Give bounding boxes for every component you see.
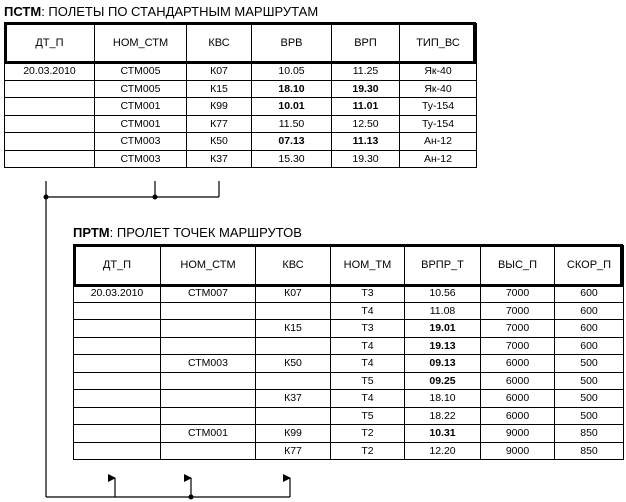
prtm-cell: К37 (256, 390, 331, 408)
pstm-column-header: ВРП (332, 24, 400, 63)
prtm-cell: 600 (555, 320, 624, 338)
prtm-cell: 18.22 (405, 407, 481, 425)
prtm-cell: 500 (555, 372, 624, 390)
prtm-cell: К07 (256, 285, 331, 303)
prtm-cell: 12.20 (405, 442, 481, 460)
pstm-title-bold: ПСТМ (4, 4, 42, 19)
pstm-cell: 11.25 (332, 63, 400, 81)
pstm-cell: 11.13 (332, 133, 400, 151)
prtm-cell: 9000 (481, 425, 555, 443)
prtm-cell: Т4 (331, 302, 405, 320)
prtm-cell: 20.03.2010 (74, 285, 161, 303)
pstm-cell: 10.01 (252, 98, 332, 116)
prtm-cell: Т5 (331, 372, 405, 390)
prtm-cell: 850 (555, 442, 624, 460)
prtm-cell: Т3 (331, 320, 405, 338)
prtm-column-header: НОМ_СТМ (161, 246, 256, 285)
pstm-cell: 07.13 (252, 133, 332, 151)
prtm-column-header: КВС (256, 246, 331, 285)
junction-dot-mid (153, 195, 158, 200)
prtm-cell: 11.08 (405, 302, 481, 320)
prtm-cell: К15 (256, 320, 331, 338)
pstm-column-header: ТИП_ВС (400, 24, 477, 63)
prtm-cell: СТМ003 (161, 355, 256, 373)
pstm-column-header: ВРВ (252, 24, 332, 63)
junction-dot-bottom-mid (189, 495, 194, 500)
pstm-cell: 19.30 (332, 150, 400, 168)
prtm-cell: Т2 (331, 425, 405, 443)
pstm-cell: 15.30 (252, 150, 332, 168)
pstm-cell: К77 (187, 115, 252, 133)
prtm-cell: Т2 (331, 442, 405, 460)
junction-dot-left (44, 195, 49, 200)
prtm-cell: 6000 (481, 390, 555, 408)
pstm-cell: СТМ003 (95, 150, 187, 168)
prtm-column-header: НОМ_ТМ (331, 246, 405, 285)
prtm-cell: 09.25 (405, 372, 481, 390)
prtm-cell: 7000 (481, 337, 555, 355)
prtm-cell: Т5 (331, 407, 405, 425)
pstm-cell: Ту-154 (400, 98, 477, 116)
prtm-cell: 10.56 (405, 285, 481, 303)
pstm-cell: К07 (187, 63, 252, 81)
prtm-cell: 19.13 (405, 337, 481, 355)
prtm-cell: 6000 (481, 407, 555, 425)
prtm-cell: К50 (256, 355, 331, 373)
pstm-cell: 10.05 (252, 63, 332, 81)
pstm-cell: СТМ005 (95, 80, 187, 98)
prtm-cell: 500 (555, 390, 624, 408)
pstm-cell: 18.10 (252, 80, 332, 98)
pstm-cell: СТМ003 (95, 133, 187, 151)
pstm-cell: 12.50 (332, 115, 400, 133)
prtm-cell: Т4 (331, 337, 405, 355)
prtm-cell: 09.13 (405, 355, 481, 373)
pstm-cell: Як-40 (400, 63, 477, 81)
pstm-cell: 19.30 (332, 80, 400, 98)
pstm-cell: 20.03.2010 (5, 63, 95, 81)
prtm-cell: К77 (256, 442, 331, 460)
pstm-cell: СТМ001 (95, 98, 187, 116)
prtm-cell: 850 (555, 425, 624, 443)
prtm-cell: 500 (555, 407, 624, 425)
prtm-cell: 600 (555, 337, 624, 355)
pstm-cell: К50 (187, 133, 252, 151)
prtm-column-header: ВРПР_Т (405, 246, 481, 285)
prtm-cell: 600 (555, 302, 624, 320)
prtm-column-header: ВЫС_П (481, 246, 555, 285)
prtm-cell: 600 (555, 285, 624, 303)
pstm-cell: Ан-12 (400, 150, 477, 168)
pstm-cell: СТМ005 (95, 63, 187, 81)
prtm-cell: Т3 (331, 285, 405, 303)
prtm-cell: 7000 (481, 320, 555, 338)
prtm-cell: 7000 (481, 285, 555, 303)
prtm-cell: 6000 (481, 355, 555, 373)
prtm-cell: 18.10 (405, 390, 481, 408)
pstm-cell: Ан-12 (400, 133, 477, 151)
pstm-column-header: НОМ_СТМ (95, 24, 187, 63)
prtm-title-rest: : ПРОЛЕТ ТОЧЕК МАРШРУТОВ (109, 225, 302, 240)
prtm-cell: 500 (555, 355, 624, 373)
pstm-title-rest: : ПОЛЕТЫ ПО СТАНДАРТНЫМ МАРШРУТАМ (41, 4, 319, 19)
prtm-column-header: СКОР_П (555, 246, 624, 285)
pstm-cell: 11.50 (252, 115, 332, 133)
prtm-cell: 10.31 (405, 425, 481, 443)
pstm-cell: Ту-154 (400, 115, 477, 133)
prtm-cell: Т4 (331, 355, 405, 373)
pstm-cell: К15 (187, 80, 252, 98)
prtm-cell: К99 (256, 425, 331, 443)
prtm-cell: 7000 (481, 302, 555, 320)
pstm-column-header: ДТ_П (5, 24, 95, 63)
pstm-cell: Як-40 (400, 80, 477, 98)
pstm-cell: СТМ001 (95, 115, 187, 133)
prtm-cell: Т4 (331, 390, 405, 408)
pstm-cell: 11.01 (332, 98, 400, 116)
pstm-column-header: КВС (187, 24, 252, 63)
prtm-title-bold: ПРТМ (73, 225, 110, 240)
pstm-cell: К99 (187, 98, 252, 116)
prtm-cell: СТМ007 (161, 285, 256, 303)
prtm-cell: 6000 (481, 372, 555, 390)
prtm-column-header: ДТ_П (74, 246, 161, 285)
prtm-cell: 19.01 (405, 320, 481, 338)
prtm-cell: 9000 (481, 442, 555, 460)
prtm-cell: СТМ001 (161, 425, 256, 443)
pstm-cell: К37 (187, 150, 252, 168)
